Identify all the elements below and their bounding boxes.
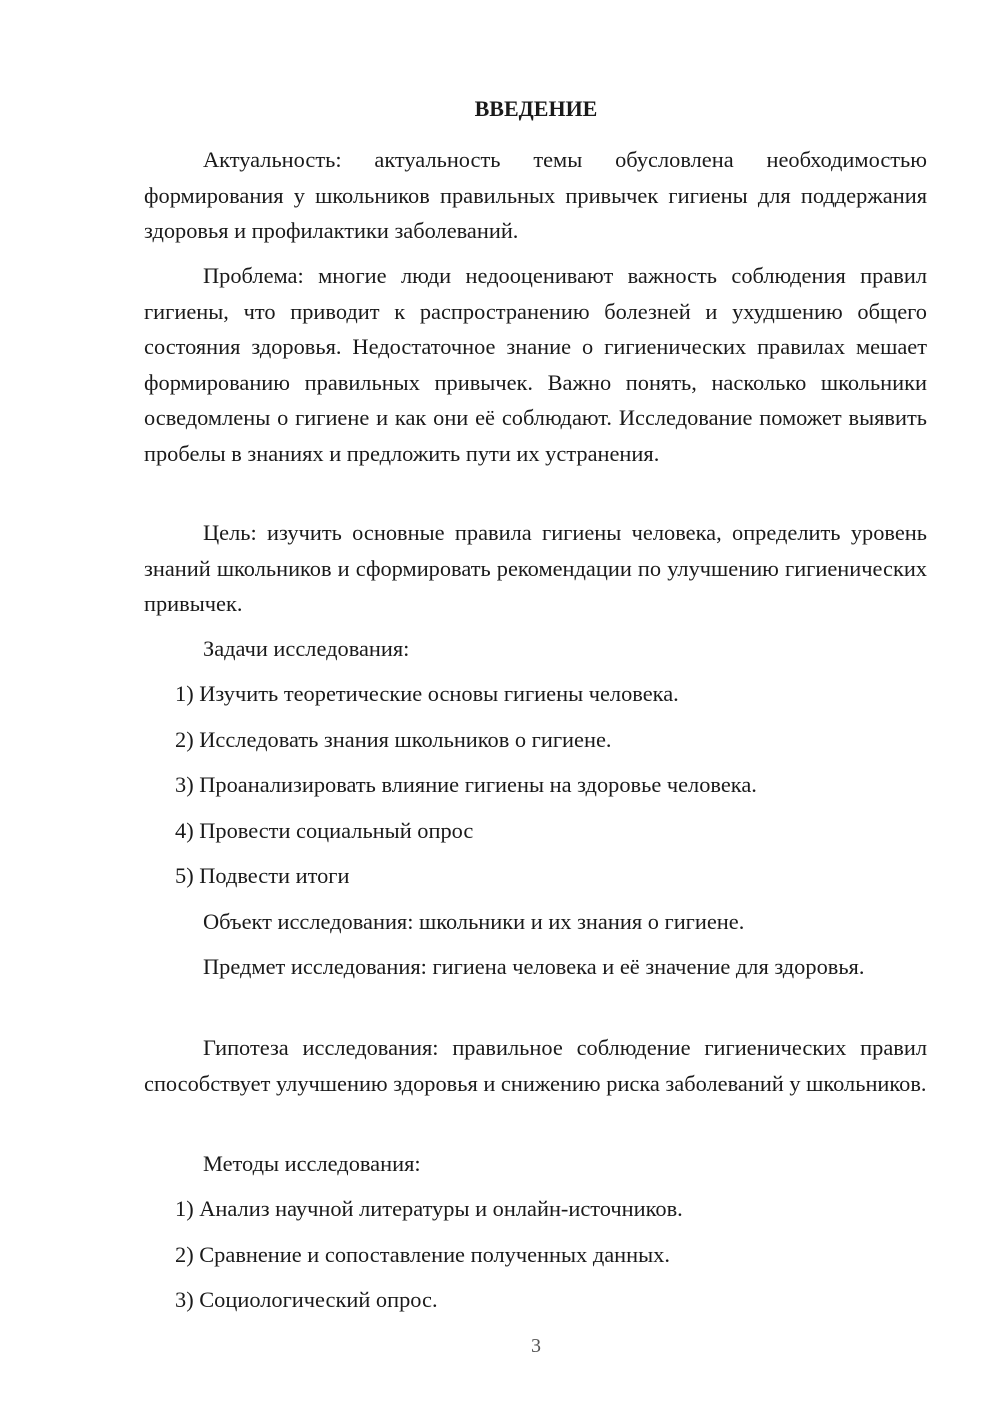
task-item: 2) Исследовать знания школьников о гигиене. (175, 727, 612, 752)
task-item: 1) Изучить теоретические основы гигиены человека. (175, 681, 679, 706)
goal-paragraph: Цель: изучить основные правила гигиены человека, определить уровень знаний школьников и сформировать рекомендации по улучшению гигиенических привычек. (144, 520, 927, 616)
tasks-heading: Задачи исследования: (203, 636, 410, 661)
method-item: 2) Сравнение и сопоставление полученных данных. (175, 1242, 670, 1267)
object-paragraph: Объект исследования: школьники и их знания о гигиене. (203, 909, 745, 934)
page-number: 3 (531, 1335, 541, 1357)
page-title: ВВЕДЕНИЕ (474, 96, 598, 121)
subject-paragraph: Предмет исследования: гигиена человека и её значение для здоровья. (203, 954, 865, 979)
task-item: 4) Провести социальный опрос (175, 818, 474, 843)
task-item: 5) Подвести итоги (175, 863, 350, 888)
relevance-paragraph: Актуальность: актуальность темы обусловлена необходимостью формирования у школьников правильных привычек гигиены для поддержания здоровья и профилактики заболеваний. (144, 147, 927, 243)
methods-heading: Методы исследования: (203, 1151, 421, 1176)
method-item: 3) Социологический опрос. (175, 1287, 438, 1312)
method-item: 1) Анализ научной литературы и онлайн-источников. (175, 1196, 683, 1221)
problem-paragraph: Проблема: многие люди недооценивают важность соблюдения правил гигиены, что приводит к распространению болезней и ухудшению общего состояния здоровья. Недостаточное знание о гигиенических правилах мешает формированию правильных привычек. Важно понять, насколько школьники осведомлены о гигиене и как они её соблюдают. Исследование поможет выявить пробелы в знаниях и предложить пути их устранения. (144, 263, 927, 466)
task-item: 3) Проанализировать влияние гигиены на здоровье человека. (175, 772, 757, 797)
hypothesis-paragraph: Гипотеза исследования: правильное соблюдение гигиенических правил способствует улучшению здоровья и снижению риска заболеваний у школьников. (144, 1035, 927, 1096)
